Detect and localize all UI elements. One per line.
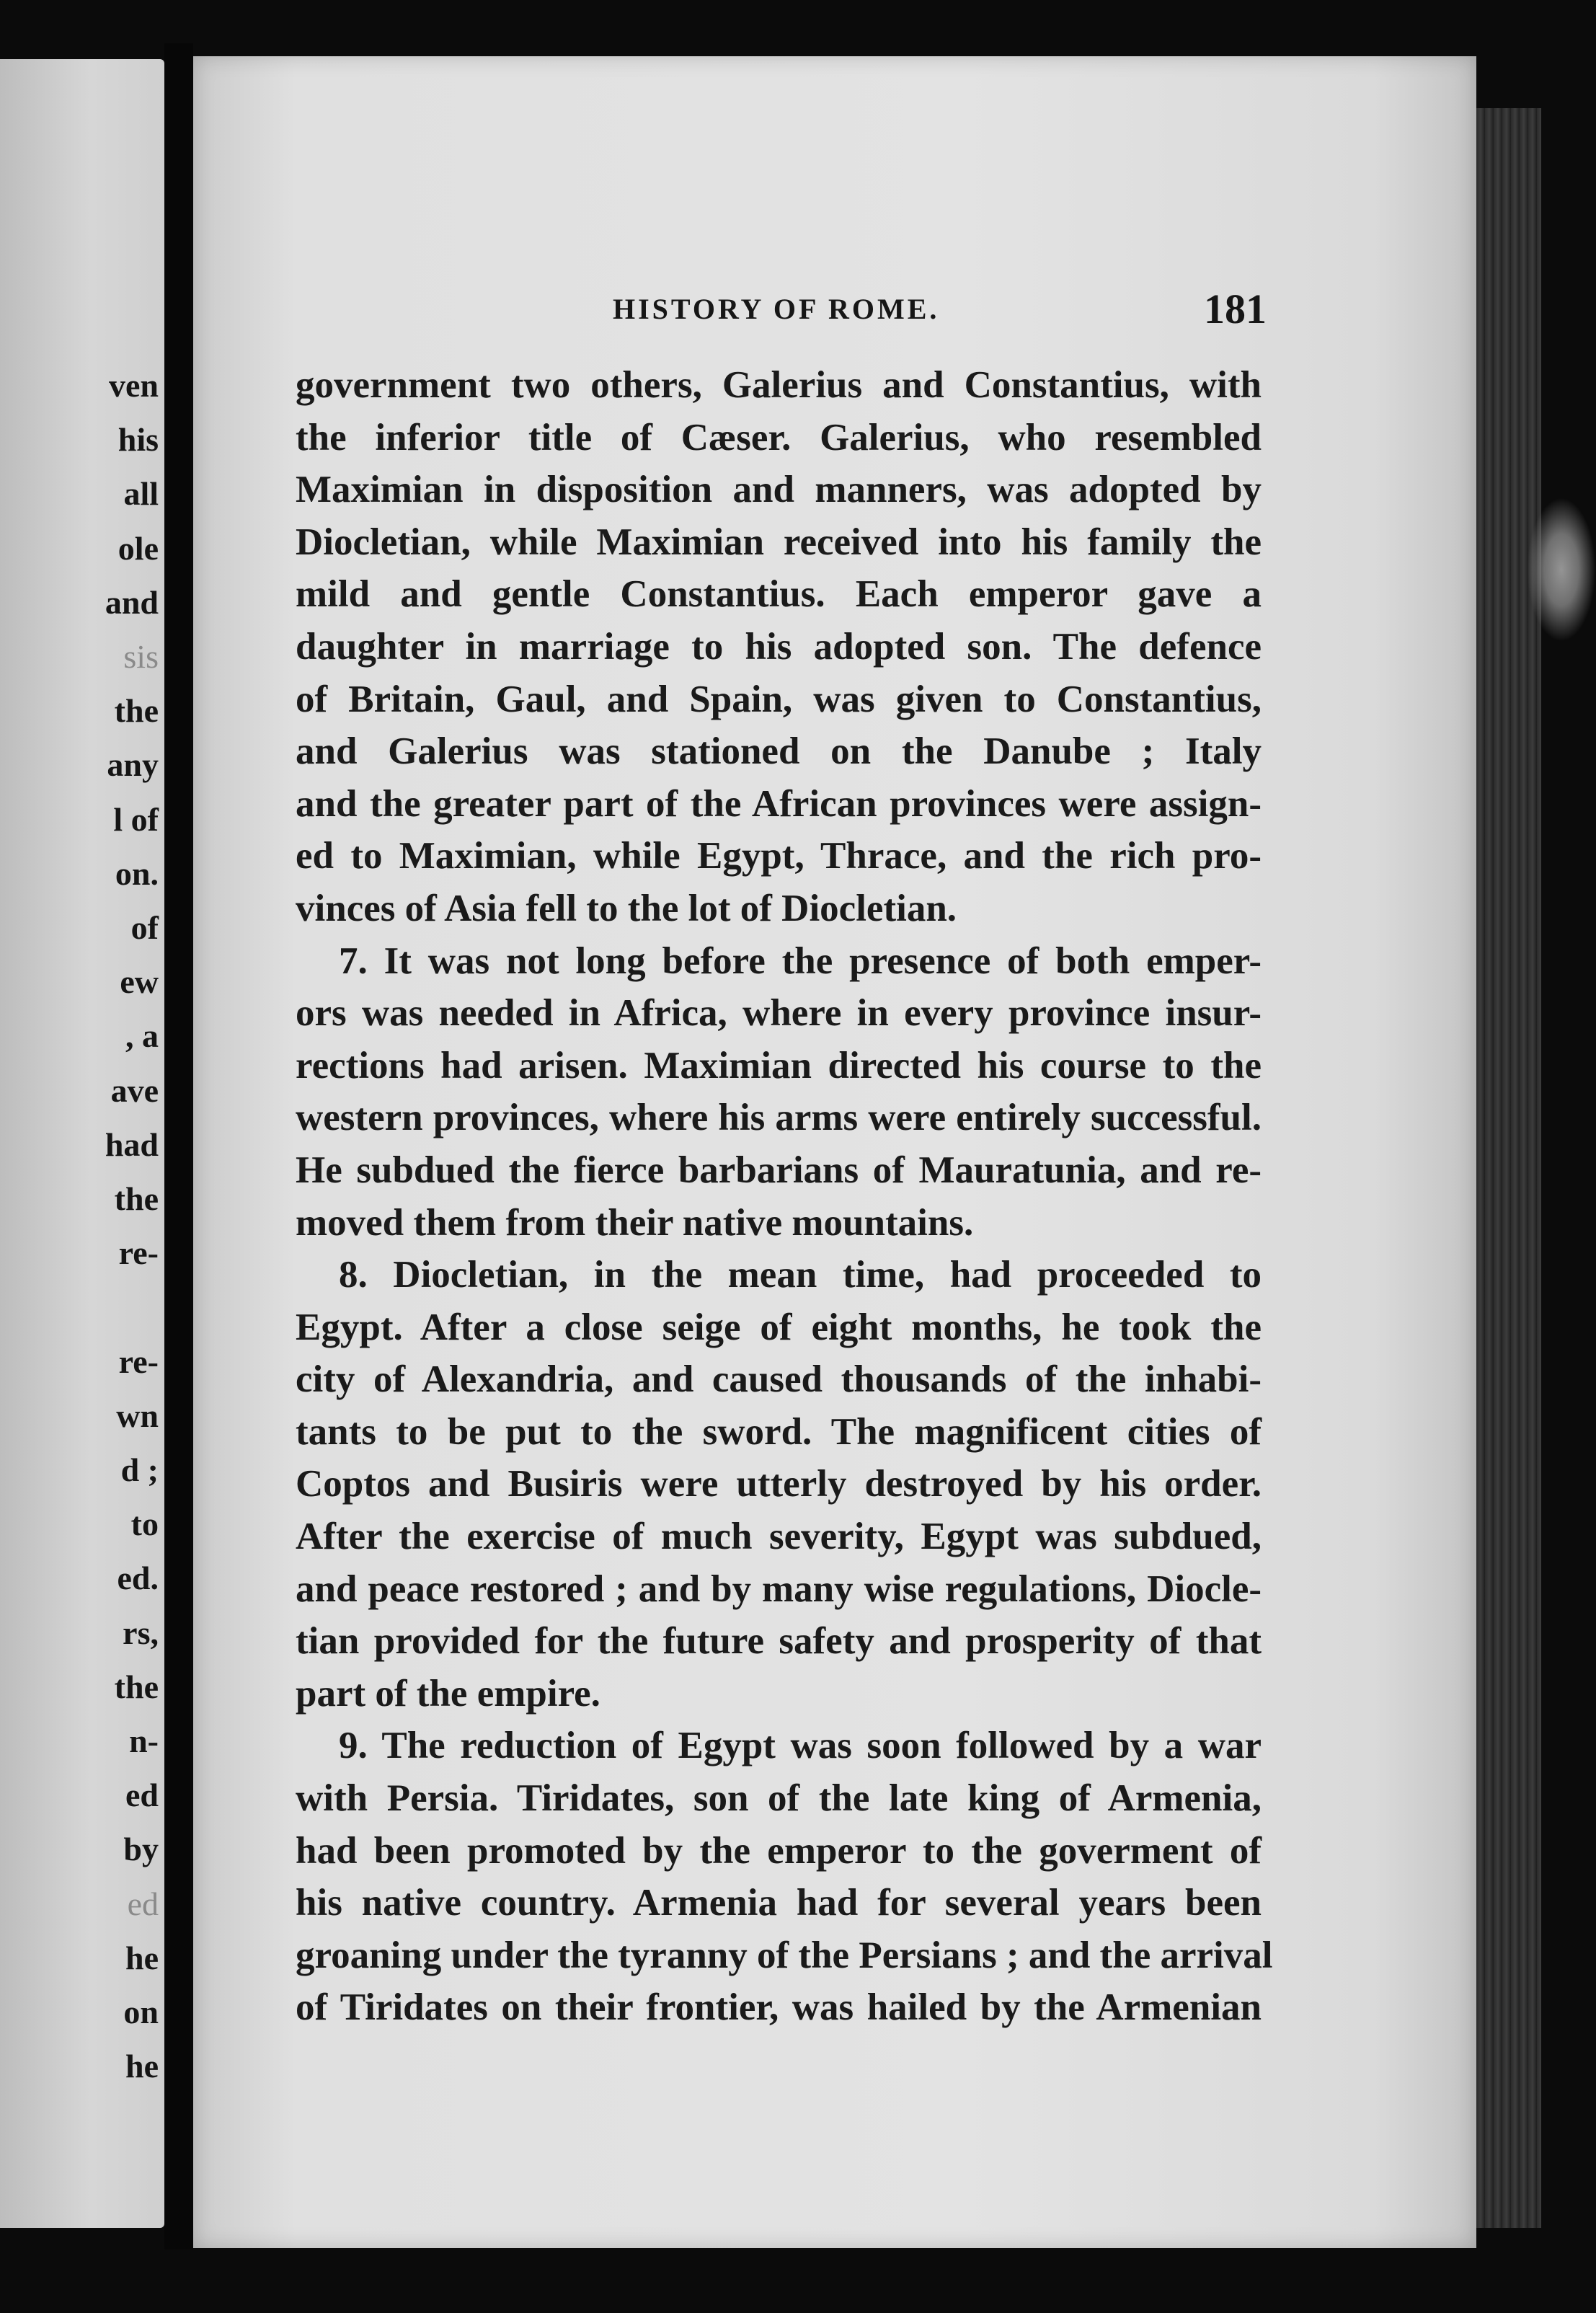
text-line: Egypt. After a close seige of eight months, he took the xyxy=(296,1306,1262,1348)
text-line: of Tiridates on their frontier, was hailed by the Armenian xyxy=(296,1986,1262,2029)
left-page-fragment: the xyxy=(114,692,159,730)
running-head: HISTORY OF ROME. xyxy=(613,293,940,325)
text-line: had been promoted by the emperor to the goverment of xyxy=(296,1829,1262,1872)
text-line: Coptos and Busiris were utterly destroyed by his order. xyxy=(296,1463,1262,1505)
text-line: western provinces, where his arms were entirely successful. xyxy=(296,1097,1262,1139)
text-line: After the exercise of much severity, Egypt was subdued, xyxy=(296,1516,1262,1558)
left-page-fragment: sis xyxy=(123,638,159,675)
left-page-fragment: on. xyxy=(115,854,159,892)
text-line: Maximian in disposition and manners, was adopted by xyxy=(296,469,1262,511)
left-page-fragment: d ; xyxy=(120,1451,159,1488)
left-page-fragment: his xyxy=(118,421,159,459)
book-gutter xyxy=(164,43,193,2250)
page-edge-mark xyxy=(1527,497,1596,642)
left-page-fragment: , a xyxy=(125,1017,159,1055)
left-page-fragment: by xyxy=(123,1831,159,1868)
left-page-fragment: ave xyxy=(110,1071,159,1109)
text-line: vinces of Asia fell to the lot of Diocletian. xyxy=(296,887,957,929)
text-line: government two others, Galerius and Constantius, with xyxy=(296,364,1262,406)
left-page-fragment: re- xyxy=(118,1343,159,1380)
left-facing-page xyxy=(0,59,164,2228)
text-line: Diocletian, while Maximian received into his family the xyxy=(296,521,1262,563)
left-page-fragment: ed xyxy=(125,1777,159,1814)
text-line: daughter in marriage to his adopted son. The defence xyxy=(296,625,1262,668)
left-page-fragment: ew xyxy=(120,963,159,1001)
body-text xyxy=(296,359,1273,2034)
text-line: with Persia. Tiridates, son of the late king of Armenia, xyxy=(296,1777,1262,1820)
text-line: mild and gentle Constantius. Each emperor gave a xyxy=(296,573,1262,616)
text-line: groaning under the tyranny of the Persians ; and the arrival xyxy=(296,1934,1273,1976)
left-page-fragment: and xyxy=(105,583,159,621)
left-page-fragment: on xyxy=(123,1994,159,2030)
text-line: and peace restored ; and by many wise regulations, Diocle- xyxy=(296,1567,1262,1610)
text-line: ed to Maximian, while Egypt, Thrace, and the rich pro- xyxy=(296,835,1262,877)
text-line: tants to be put to the sword. The magnificent cities of xyxy=(296,1410,1262,1453)
text-line: He subdued the fierce barbarians of Mauratunia, and re- xyxy=(296,1149,1262,1191)
left-page-fragment: the xyxy=(114,1668,159,1705)
left-page-fragment: of xyxy=(130,909,159,946)
left-page-fragment: ed. xyxy=(117,1560,159,1597)
left-page-fragment: had xyxy=(105,1125,159,1163)
left-page-fragment: n- xyxy=(129,1722,159,1759)
text-line: and the greater part of the African provinces were assign- xyxy=(296,782,1262,825)
text-line: ors was needed in Africa, where in every province insur- xyxy=(296,992,1262,1035)
text-line: his native country. Armenia had for several years been xyxy=(296,1882,1262,1924)
left-page-fragment: he xyxy=(125,2048,159,2085)
left-page-fragment: ole xyxy=(118,529,159,567)
left-page-fragment: he xyxy=(125,1939,159,1976)
left-page-fragment: rs, xyxy=(123,1614,159,1651)
left-page-fragment: wn xyxy=(116,1397,159,1434)
left-page-fragment: the xyxy=(114,1180,159,1217)
text-line: 8. Diocletian, in the mean time, had proceeded to xyxy=(339,1254,1262,1296)
text-line: the inferior title of Cæser. Galerius, who resembled xyxy=(296,416,1262,459)
text-line: and Galerius was stationed on the Danube ; Italy xyxy=(296,730,1262,773)
text-line: rections had arisen. Maximian directed his course to the xyxy=(296,1044,1262,1087)
text-line: of Britain, Gaul, and Spain, was given to Constantius, xyxy=(296,678,1262,720)
left-page-fragment: all xyxy=(123,475,159,513)
left-page-fragment: ven xyxy=(109,367,159,404)
text-line: 7. It was not long before the presence of both emper- xyxy=(339,939,1262,982)
text-line: tian provided for the future safety and prosperity of that xyxy=(296,1620,1262,1663)
page-number: 181 xyxy=(1204,286,1267,332)
left-page-fragment: l of xyxy=(113,800,159,838)
text-line: moved them from their native mountains. xyxy=(296,1201,974,1244)
left-page-fragment: re- xyxy=(118,1234,159,1272)
page-edges xyxy=(1476,108,1541,2228)
text-line: city of Alexandria, and caused thousands of the inhabi- xyxy=(296,1358,1262,1401)
left-page-fragment: to xyxy=(130,1505,159,1543)
text-line: 9. The reduction of Egypt was soon followed by a war xyxy=(339,1725,1262,1767)
left-page-fragment: ed xyxy=(127,1885,159,1922)
text-line: part of the empire. xyxy=(296,1672,600,1715)
left-page-fragment: any xyxy=(107,746,159,784)
